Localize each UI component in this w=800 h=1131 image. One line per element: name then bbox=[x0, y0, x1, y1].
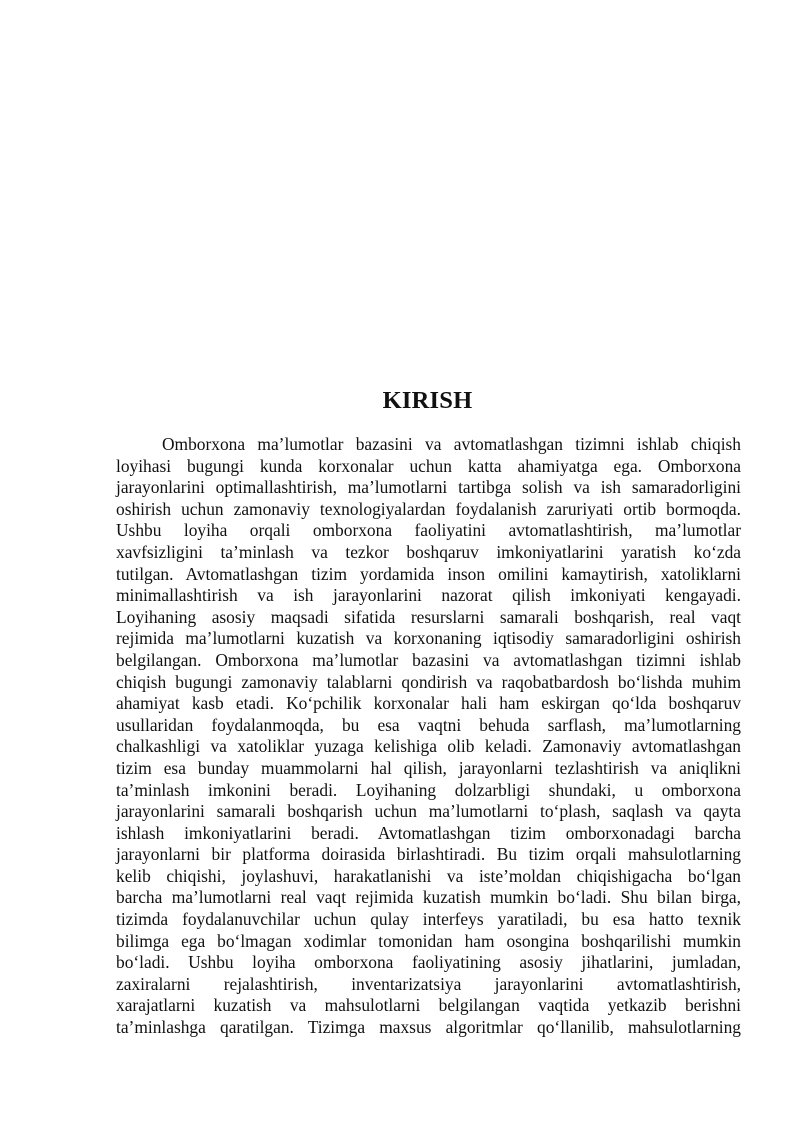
paragraph-line: oshirish uchun zamonaviy texnologiyalardan foydalanish zaruriyati ortib bormoqda. bbox=[116, 498, 741, 519]
paragraph-line: zaxiralarni rejalashtirish, inventarizatsiya jarayonlarini avtomatlashtirish, bbox=[116, 973, 741, 994]
paragraph-line: bo‘ladi. Ushbu loyiha omborxona faoliyatining asosiy jihatlarini, jumladan, bbox=[116, 952, 741, 973]
paragraph-line: usullaridan foydalanmoqda, bu esa vaqtni behuda sarflash, ma’lumotlarning bbox=[116, 714, 741, 735]
body-paragraph bbox=[116, 434, 741, 1039]
paragraph-line: ahamiyat kasb etadi. Ko‘pchilik korxonalar hali ham eskirgan qo‘lda boshqaruv bbox=[116, 693, 741, 714]
paragraph-line: tutilgan. Avtomatlashgan tizim yordamida inson omilini kamaytirish, xatoliklarni bbox=[116, 563, 741, 584]
paragraph-line: ishlash imkoniyatlarini beradi. Avtomatlashgan tizim omborxonadagi barcha bbox=[116, 822, 741, 843]
paragraph-line: xarajatlarni kuzatish va mahsulotlarni belgilangan vaqtida yetkazib berishni bbox=[116, 995, 741, 1016]
paragraph-line: belgilangan. Omborxona ma’lumotlar bazasini va avtomatlashgan tizimni ishlab bbox=[116, 649, 741, 670]
paragraph-line: chalkashligi va xatoliklar yuzaga kelishiga olib keladi. Zamonaviy avtomatlashgan bbox=[116, 736, 741, 757]
paragraph-line: bilimga ega bo‘lmagan xodimlar tomonidan ham osongina boshqarilishi mumkin bbox=[116, 930, 741, 951]
paragraph-line: kelib chiqishi, joylashuvi, harakatlanishi va iste’moldan chiqishigacha bo‘lgan bbox=[116, 865, 741, 886]
paragraph-line: jarayonlarini optimallashtirish, ma’lumotlarni tartibga solish va ish samaradorligini bbox=[116, 477, 741, 498]
paragraph-line: ta’minlashga qaratilgan. Tizimga maxsus algoritmlar qo‘llanilib, mahsulotlarning bbox=[116, 1017, 741, 1038]
paragraph-line: jarayonlarini samarali boshqarish uchun ma’lumotlarni to‘plash, saqlash va qayta bbox=[116, 801, 741, 822]
paragraph-line: tizimda foydalanuvchilar uchun qulay interfeys yaratiladi, bu esa hatto texnik bbox=[116, 909, 741, 930]
paragraph-line: chiqish bugungi zamonaviy talablarni qondirish va raqobatbardosh bo‘lishda muhim bbox=[116, 671, 741, 692]
paragraph-line: rejimida ma’lumotlarni kuzatish va korxonaning iqtisodiy samaradorligini oshirish bbox=[116, 628, 741, 649]
paragraph-line: Omborxona ma’lumotlar bazasini va avtomatlashgan tizimni ishlab chiqish bbox=[162, 434, 741, 454]
paragraph-line: xavfsizligini ta’minlash va tezkor boshqaruv imkoniyatlarini yaratish ko‘zda bbox=[116, 541, 741, 562]
paragraph-line: Ushbu loyiha orqali omborxona faoliyatini avtomatlashtirish, ma’lumotlar bbox=[116, 520, 741, 541]
paragraph-line: minimallashtirish va ish jarayonlarini nazorat qilish imkoniyati kengayadi. bbox=[116, 585, 741, 606]
paragraph-line: tizim esa bunday muammolarni hal qilish, jarayonlarni tezlashtirish va aniqlikni bbox=[116, 757, 741, 778]
paragraph-line: ta’minlash imkonini beradi. Loyihaning dolzarbligi shundaki, u omborxona bbox=[116, 779, 741, 800]
paragraph-line: jarayonlarni bir platforma doirasida birlashtiradi. Bu tizim orqali mahsulotlarning bbox=[116, 844, 741, 865]
section-title: KIRISH bbox=[382, 387, 473, 414]
paragraph-line: loyihasi bugungi kunda korxonalar uchun katta ahamiyatga ega. Omborxona bbox=[116, 455, 741, 476]
paragraph-line: Loyihaning asosiy maqsadi sifatida resurslarni samarali boshqarish, real vaqt bbox=[116, 606, 741, 627]
paragraph-line: barcha ma’lumotlarni real vaqt rejimida kuzatish mumkin bo‘ladi. Shu bilan birga, bbox=[116, 887, 741, 908]
